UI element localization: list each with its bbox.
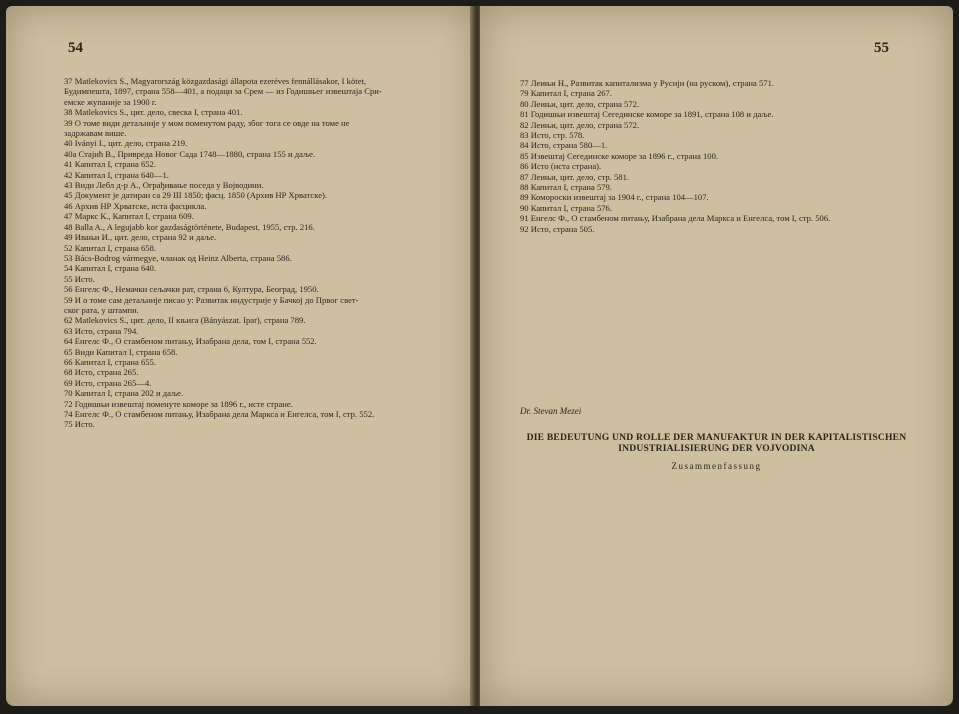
footnote-line: 89 Комороски извештај за 1904 г., страна 104—107. [520,192,709,203]
footnote-line: 55 Исто. [64,273,95,284]
footnote-line: 85 Извештај Сегединске коморе за 1896 г., страна 100. [520,150,719,161]
article-title-line: INDUSTRIALISIERUNG DER VOJVODINA [618,443,815,454]
footnote-line: 47 Маркс К., Капитал I, страна 609. [64,211,194,222]
footnote-line: 80 Леињи, цит. дело, страна 572. [520,98,640,109]
footnote-line: 84 Исто, страна 580—1. [520,140,608,151]
footnote-line: 72 Годишњи извештај поменуте коморе за 1896 г., исте стране. [64,398,293,409]
footnote-line: 87 Леињи, цит. дело, стр. 581. [520,171,630,182]
footnote-line: 39 О томе види детаљније у мом поменутом раду, због тога се овде на томе не [64,117,350,128]
footnote-line: 82 Леињи, цит. дело, страна 572. [520,119,640,130]
footnote-line: 53 Bács-Bodrog vármegye, чланак од Heinz Alberta, страна 586. [64,252,292,263]
footnote-line: 68 Исто, страна 265. [64,367,139,378]
footnote-line: 42 Капитал I, страна 640—1. [64,169,169,180]
footnote-line: 41 Капитал I, страна 652. [64,159,156,170]
footnote-line: 65 Види Капитал I, страна 658. [64,346,178,357]
footnote-line: задржавам више. [64,128,127,139]
footnote-line: 77 Леињи Н., Развитак капитализма у Русији (на руском), страна 571. [520,78,775,88]
footnote-line: 92 Исто, страна 505. [520,223,595,234]
footnote-line: 74 Енгелс Ф., О стамбеном питању, Изабрана дела Маркса и Енгелса, том I, стр. 552. [64,409,375,419]
footnote-line: 62 Matlekovics S., цит. дело, II књига (Bányászat. Ipar), страна 789. [64,315,306,326]
right-page [480,6,953,706]
footnote-line: 64 Енгелс Ф., О стамбеном питању, Изабрана дела, том I, страна 552. [64,336,317,347]
footnote-line: 75 Исто. [64,419,95,430]
author-name: Dr. Stevan Mezei [520,406,582,416]
left-page [6,6,476,706]
footnote-line: 45 Документ је датиран са 29 III 1850; фасц. 1850 (Архив НР Хрватске). [64,190,328,201]
footnote-line: 69 Исто, страна 265—4. [64,377,152,388]
footnote-line: 79 Капитал I, страна 267. [520,88,612,99]
page-number: 54 [68,40,83,56]
footnote-line: 40a Стајић В., Привреда Новог Сада 1748—1880, страна 155 и даље. [64,148,316,159]
footnote-line: 81 Годишњи извештај Сегединске коморе за 1891, страна 108 и даље. [520,109,774,120]
footnote-line: 91 Енгелс Ф., О стамбеном питању, Изабрана дела Маркса и Енгелса, том I, стр. 506. [520,213,831,224]
footnote-line: 59 И о томе сам детаљније писао у: Развитак индустрије у Бачкој до Првог свет- [64,294,359,305]
footnotes-list [520,78,918,234]
footnote-line: 83 Исто, стр. 578. [520,130,585,141]
footnote-line: 49 Ивањи И., цит. дело, страна 92 и даље. [64,232,217,243]
footnote-line: 86 Исто (иста страна). [520,161,602,172]
footnote-line: 90 Капитал I, страна 576. [520,202,612,213]
footnote-line: ског рата, у штампи. [64,304,139,315]
summary-heading: Zusammenfassung [671,461,762,471]
footnote-line: 63 Исто, страна 794. [64,325,139,336]
footnote-line: 66 Капитал I, страна 655. [64,356,156,367]
footnote-line: 43 Види Лебл д-р А., Ограђивање поседа у Војводини. [64,180,264,191]
footnote-line: 48 Balla A., A legujabb kor gazdaságtörténete, Budapest, 1955, стр. 216. [64,221,315,232]
page-number: 55 [874,40,889,56]
footnote-line: 40 Iványi I., цит. дело, страна 219. [64,138,188,149]
footnote-line: 54 Капитал I, страна 640. [64,263,156,274]
footnote-line: 38 Matlekovics S., цит. дело, свеска I, страна 401. [64,107,243,118]
footnote-line: 56 Енгелс Ф., Немачки сељачки рат, страна 6, Култура, Београд, 1950. [64,284,319,295]
footnote-line: емске жупаније за 1900 г. [64,96,157,107]
footnote-line: 88 Капитал I, страна 579. [520,182,612,193]
footnote-line: 46 Архив НР Хрватске, иста фасцикла. [64,200,207,211]
footnote-line: 52 Капитал I, страна 658. [64,242,156,253]
footnote-line: 37 Matlekovics S., Magyarország közgazdasági állapota ezeréves fennállásakor, I kötet, [64,76,366,86]
footnote-line: 70 Капитал I, страна 202 и даље. [64,388,184,399]
footnote-line: Будимпешта, 1897, страна 558—401, а подаци за Срем — из Годишњег извештаја Сри- [64,86,382,97]
article-title-line: DIE BEDEUTUNG UND ROLLE DER MANUFAKTUR IN DER KAPITALISTISCHEN [526,432,907,443]
footnotes-list [64,76,456,430]
